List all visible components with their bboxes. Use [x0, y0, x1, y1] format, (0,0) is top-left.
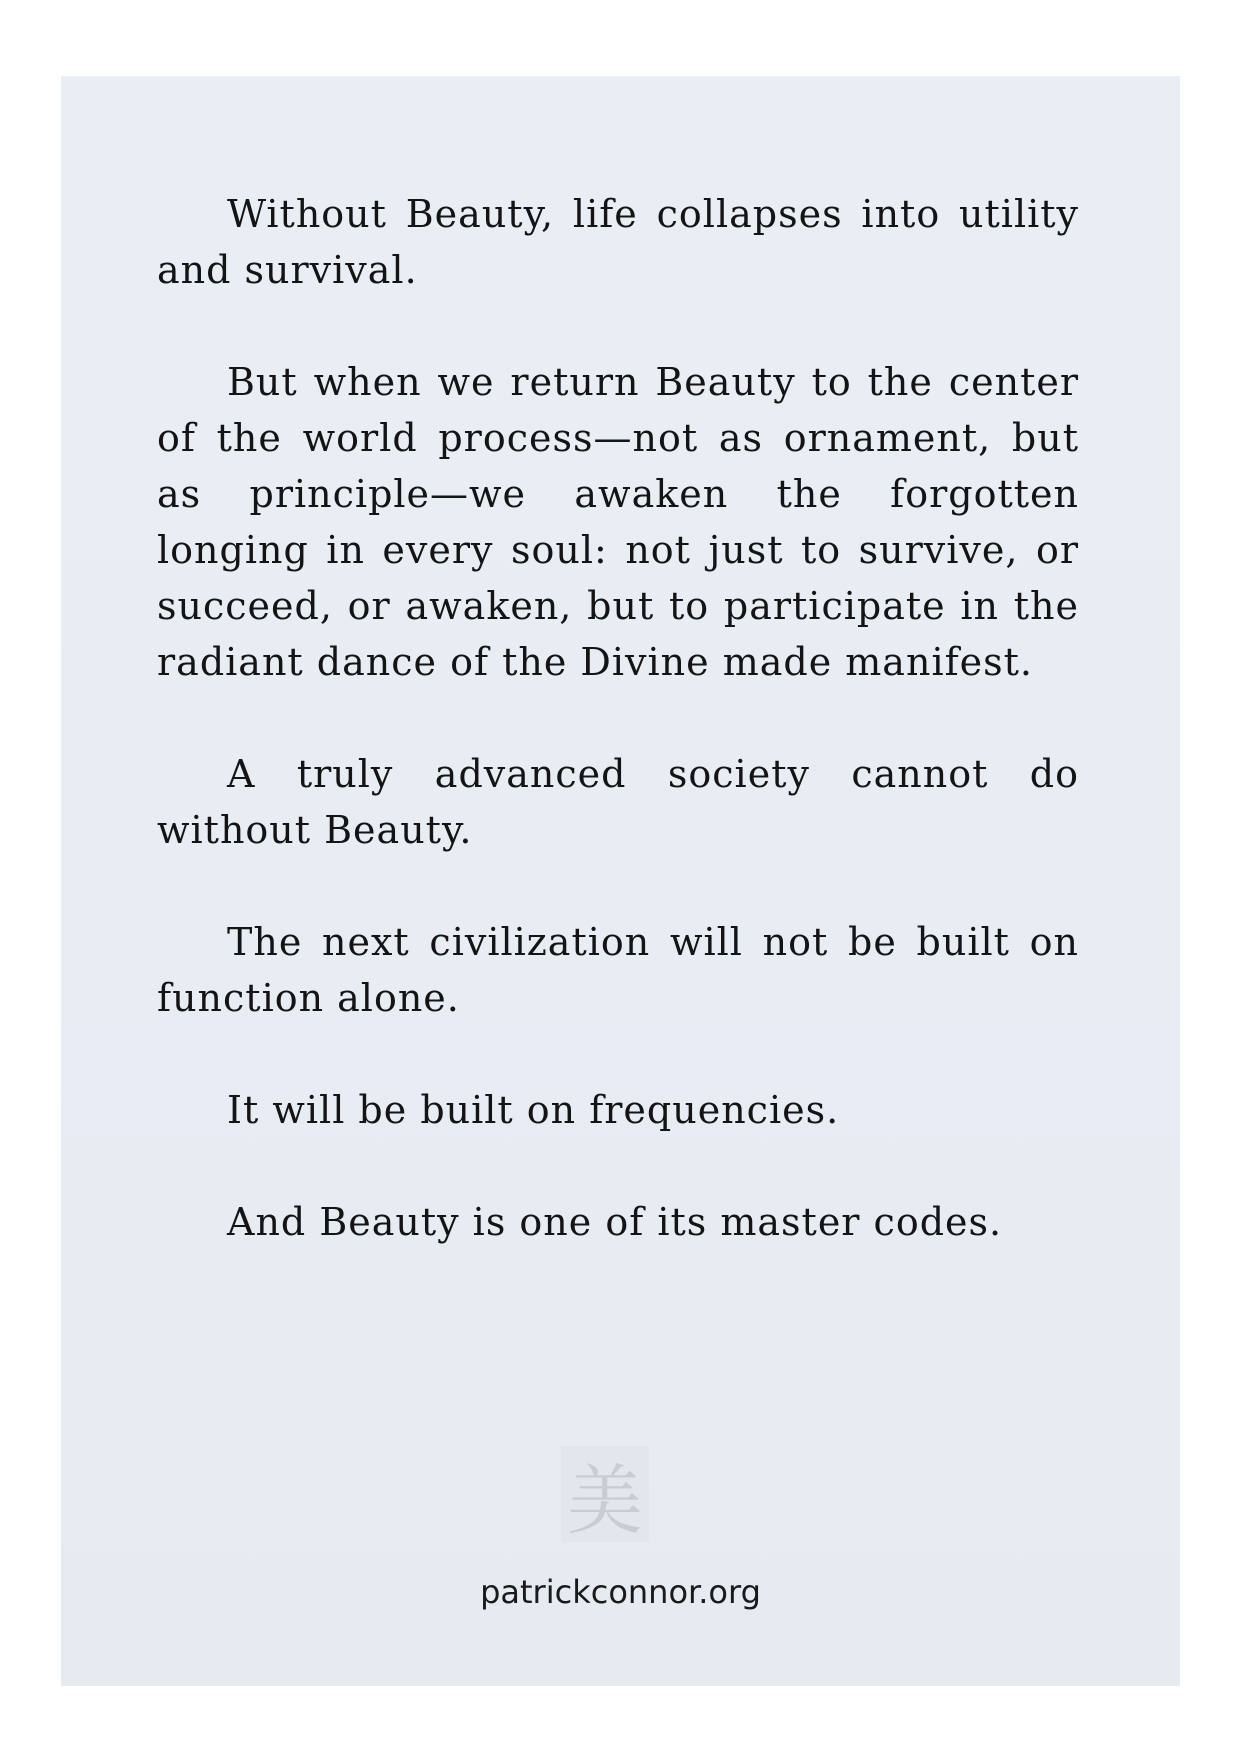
quote-text: [157, 186, 1079, 1306]
quote-page: [61, 76, 1180, 1686]
paragraph-2: But when we return Beauty to the center of the world process—not as ornament, but as principle—we awaken the forgotten longing in every soul: not just to survive, or succeed, or awaken, but to participate in the radiant dance of the Divine made manifest.: [157, 360, 1079, 684]
paragraph-4: The next civilization will not be built on function alone.: [157, 920, 1079, 1020]
paragraph-1: Without Beauty, life collapses into utility and survival.: [157, 192, 1079, 292]
paragraph-6: And Beauty is one of its master codes.: [227, 1200, 1003, 1244]
paragraph-5: It will be built on frequencies.: [227, 1088, 840, 1132]
beauty-seal-icon: 美: [561, 1446, 649, 1542]
paragraph-3: A truly advanced society cannot do without Beauty.: [157, 752, 1079, 852]
website-link[interactable]: patrickconnor.org: [480, 1573, 761, 1611]
